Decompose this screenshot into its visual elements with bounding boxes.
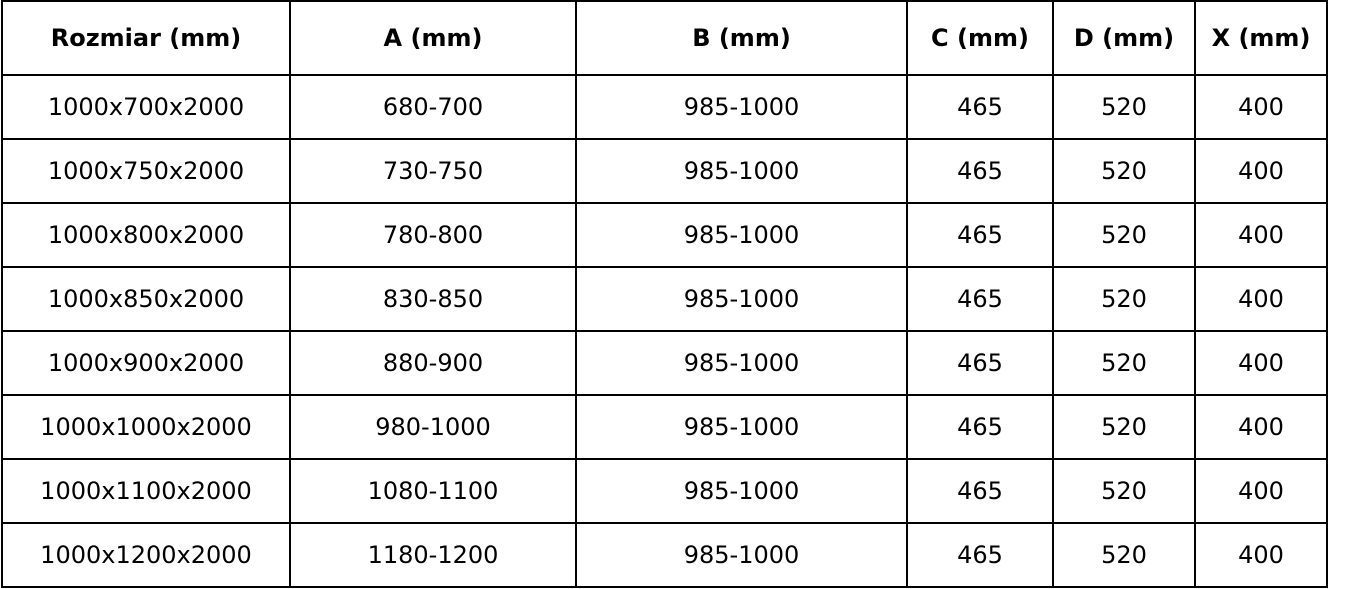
cell-d: 520 [1053, 523, 1195, 587]
cell-x: 400 [1195, 523, 1327, 587]
cell-a: 680-700 [290, 75, 576, 139]
cell-c: 465 [907, 523, 1053, 587]
cell-x: 400 [1195, 395, 1327, 459]
cell-b: 985-1000 [576, 523, 907, 587]
cell-b: 985-1000 [576, 203, 907, 267]
cell-rozmiar: 1000x900x2000 [2, 331, 290, 395]
table-row [2, 139, 1327, 203]
cell-x: 400 [1195, 267, 1327, 331]
column-header-rozmiar: Rozmiar (mm) [2, 1, 290, 75]
column-header-b: B (mm) [576, 1, 907, 75]
column-header-a: A (mm) [290, 1, 576, 75]
cell-b: 985-1000 [576, 395, 907, 459]
cell-a: 980-1000 [290, 395, 576, 459]
cell-x: 400 [1195, 331, 1327, 395]
cell-c: 465 [907, 139, 1053, 203]
cell-rozmiar: 1000x800x2000 [2, 203, 290, 267]
cell-d: 520 [1053, 331, 1195, 395]
cell-a: 780-800 [290, 203, 576, 267]
cell-a: 830-850 [290, 267, 576, 331]
cell-d: 520 [1053, 395, 1195, 459]
cell-b: 985-1000 [576, 267, 907, 331]
column-header-c: C (mm) [907, 1, 1053, 75]
table-row [2, 203, 1327, 267]
cell-c: 465 [907, 75, 1053, 139]
cell-rozmiar: 1000x700x2000 [2, 75, 290, 139]
table-body [2, 75, 1327, 587]
cell-x: 400 [1195, 75, 1327, 139]
cell-rozmiar: 1000x850x2000 [2, 267, 290, 331]
cell-b: 985-1000 [576, 459, 907, 523]
cell-a: 1180-1200 [290, 523, 576, 587]
cell-c: 465 [907, 203, 1053, 267]
cell-a: 1080-1100 [290, 459, 576, 523]
cell-c: 465 [907, 459, 1053, 523]
dimensions-table [1, 0, 1328, 588]
cell-x: 400 [1195, 459, 1327, 523]
table-row [2, 75, 1327, 139]
cell-d: 520 [1053, 459, 1195, 523]
table-row [2, 331, 1327, 395]
cell-a: 880-900 [290, 331, 576, 395]
column-header-d: D (mm) [1053, 1, 1195, 75]
cell-d: 520 [1053, 267, 1195, 331]
cell-rozmiar: 1000x1000x2000 [2, 395, 290, 459]
cell-c: 465 [907, 331, 1053, 395]
table-header-row [2, 1, 1327, 75]
cell-x: 400 [1195, 139, 1327, 203]
cell-b: 985-1000 [576, 75, 907, 139]
cell-c: 465 [907, 267, 1053, 331]
cell-d: 520 [1053, 203, 1195, 267]
table-row [2, 267, 1327, 331]
cell-c: 465 [907, 395, 1053, 459]
table-row [2, 395, 1327, 459]
cell-d: 520 [1053, 75, 1195, 139]
cell-a: 730-750 [290, 139, 576, 203]
table-row [2, 523, 1327, 587]
column-header-x: X (mm) [1195, 1, 1327, 75]
table-row [2, 459, 1327, 523]
table-header [2, 1, 1327, 75]
cell-rozmiar: 1000x1100x2000 [2, 459, 290, 523]
cell-d: 520 [1053, 139, 1195, 203]
cell-x: 400 [1195, 203, 1327, 267]
cell-b: 985-1000 [576, 331, 907, 395]
cell-rozmiar: 1000x750x2000 [2, 139, 290, 203]
cell-b: 985-1000 [576, 139, 907, 203]
cell-rozmiar: 1000x1200x2000 [2, 523, 290, 587]
